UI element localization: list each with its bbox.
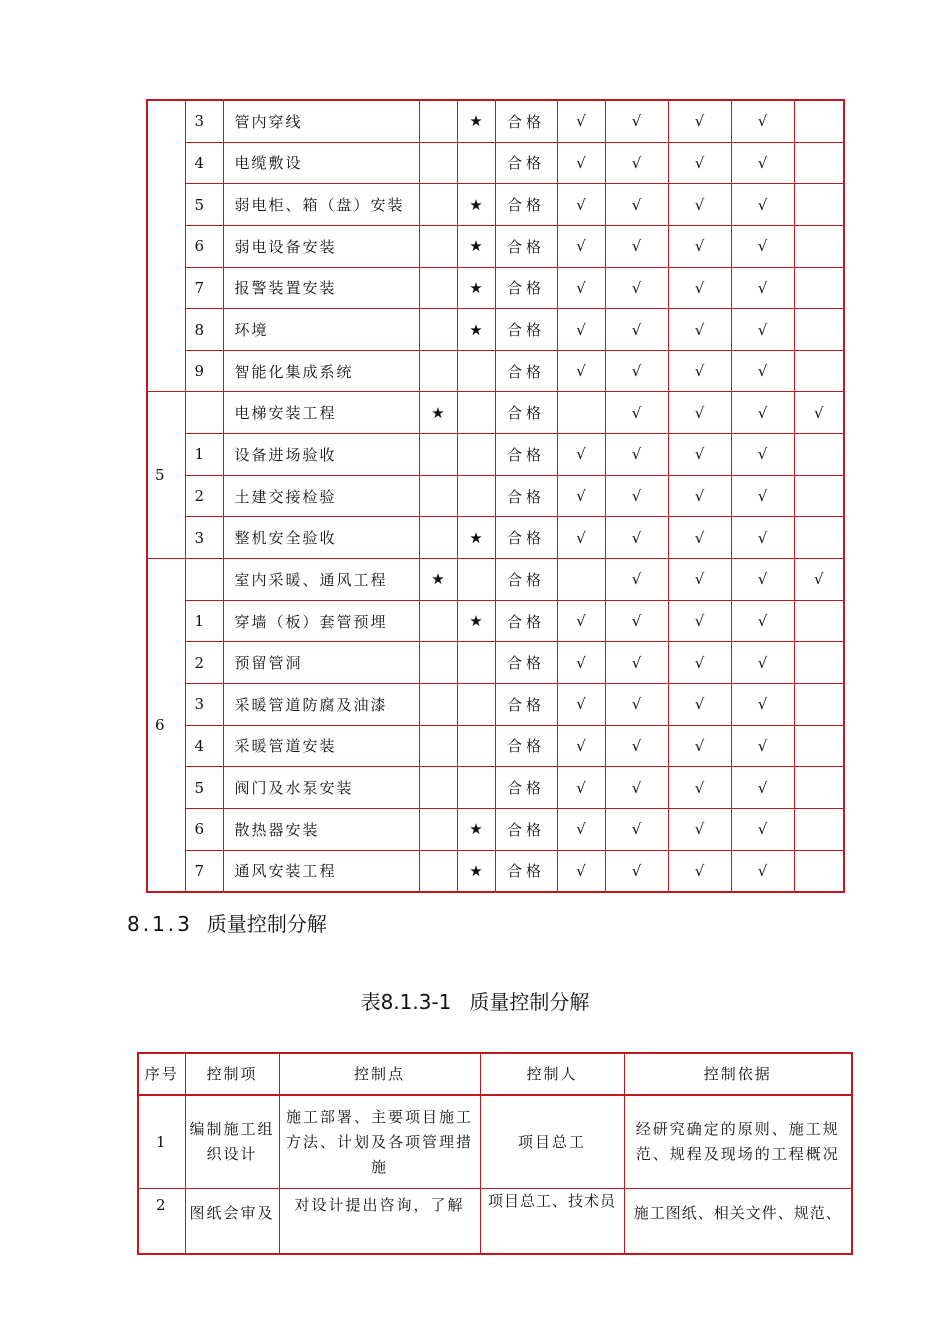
- header-cell: 控制点: [279, 1053, 480, 1095]
- item-number: 1: [185, 600, 223, 642]
- result-cell: 合格: [495, 475, 557, 517]
- item-name: 弱电设备安装: [223, 225, 419, 267]
- item-name: 穿墙（板）套管预埋: [223, 600, 419, 642]
- check-cell: √: [668, 309, 731, 351]
- mark-cell: ★: [457, 517, 495, 559]
- caption-number: 表8.1.3-1: [360, 990, 452, 1014]
- check-cell: √: [668, 392, 731, 434]
- mark-cell: [457, 642, 495, 684]
- result-cell: 合格: [495, 725, 557, 767]
- item-name: 管内穿线: [223, 100, 419, 142]
- result-cell: 合格: [495, 517, 557, 559]
- result-cell: 合格: [495, 100, 557, 142]
- mark-cell: ★: [457, 184, 495, 226]
- mark-cell: ★: [457, 309, 495, 351]
- mark-cell: [419, 767, 457, 809]
- check-cell: √: [557, 683, 605, 725]
- mark-cell: [419, 350, 457, 392]
- check-cell: √: [557, 142, 605, 184]
- section-heading: [127, 908, 327, 937]
- check-cell: √: [557, 184, 605, 226]
- result-cell: 合格: [495, 642, 557, 684]
- table-row: [147, 767, 844, 809]
- check-cell: √: [668, 434, 731, 476]
- header-cell: 控制项: [185, 1053, 279, 1095]
- check-cell: √: [557, 309, 605, 351]
- check-cell: [794, 642, 844, 684]
- table-row: [138, 1095, 852, 1189]
- check-cell: √: [605, 559, 668, 601]
- item-name: 弱电柜、箱（盘）安装: [223, 184, 419, 226]
- table-row: [147, 725, 844, 767]
- result-cell: 合格: [495, 309, 557, 351]
- group-number: [147, 100, 185, 392]
- check-cell: √: [668, 142, 731, 184]
- check-cell: √: [668, 225, 731, 267]
- check-cell: √: [668, 767, 731, 809]
- mark-cell: ★: [457, 808, 495, 850]
- table-row: [147, 559, 844, 601]
- result-cell: 合格: [495, 600, 557, 642]
- item-name: 电缆敷设: [223, 142, 419, 184]
- control-item: 编制施工组织设计: [185, 1095, 279, 1189]
- mark-cell: [457, 725, 495, 767]
- table-caption: [0, 986, 950, 1015]
- mark-cell: ★: [457, 225, 495, 267]
- check-cell: [794, 767, 844, 809]
- check-cell: √: [605, 475, 668, 517]
- mark-cell: [457, 434, 495, 476]
- mark-cell: [419, 683, 457, 725]
- check-cell: √: [557, 600, 605, 642]
- item-number: 6: [185, 225, 223, 267]
- item-number: 5: [185, 184, 223, 226]
- table-row: [147, 600, 844, 642]
- item-number: 4: [185, 142, 223, 184]
- check-cell: √: [605, 725, 668, 767]
- item-number: [185, 392, 223, 434]
- item-number: 1: [185, 434, 223, 476]
- check-cell: √: [731, 475, 794, 517]
- check-cell: [794, 517, 844, 559]
- item-number: 2: [185, 642, 223, 684]
- check-cell: √: [557, 850, 605, 892]
- item-number: 7: [185, 850, 223, 892]
- check-cell: √: [731, 683, 794, 725]
- check-cell: √: [668, 100, 731, 142]
- mark-cell: [419, 850, 457, 892]
- item-name: 土建交接检验: [223, 475, 419, 517]
- check-cell: √: [668, 475, 731, 517]
- item-name: 预留管洞: [223, 642, 419, 684]
- table-row: [147, 808, 844, 850]
- check-cell: √: [557, 767, 605, 809]
- check-cell: √: [731, 142, 794, 184]
- table-row: [147, 517, 844, 559]
- group-number: 5: [147, 392, 185, 559]
- result-cell: 合格: [495, 683, 557, 725]
- check-cell: √: [731, 309, 794, 351]
- check-cell: √: [731, 559, 794, 601]
- check-cell: √: [668, 683, 731, 725]
- check-cell: √: [731, 267, 794, 309]
- table-row: [147, 392, 844, 434]
- mark-cell: ★: [419, 392, 457, 434]
- check-cell: √: [668, 517, 731, 559]
- item-name: 智能化集成系统: [223, 350, 419, 392]
- result-cell: 合格: [495, 267, 557, 309]
- check-cell: √: [668, 600, 731, 642]
- check-cell: √: [605, 642, 668, 684]
- mark-cell: [419, 267, 457, 309]
- check-cell: √: [731, 184, 794, 226]
- result-cell: 合格: [495, 434, 557, 476]
- mark-cell: [419, 725, 457, 767]
- check-cell: [794, 475, 844, 517]
- check-cell: [794, 142, 844, 184]
- mark-cell: [457, 350, 495, 392]
- check-cell: √: [605, 767, 668, 809]
- check-cell: √: [731, 392, 794, 434]
- check-cell: √: [668, 267, 731, 309]
- check-cell: √: [668, 350, 731, 392]
- item-number: 7: [185, 267, 223, 309]
- mark-cell: [457, 767, 495, 809]
- mark-cell: [457, 559, 495, 601]
- check-cell: √: [731, 767, 794, 809]
- table-row: [147, 683, 844, 725]
- check-cell: √: [557, 642, 605, 684]
- check-cell: √: [557, 225, 605, 267]
- check-cell: √: [557, 725, 605, 767]
- result-cell: 合格: [495, 808, 557, 850]
- control-basis: 施工图纸、相关文件、规范、: [624, 1189, 852, 1255]
- check-cell: [794, 683, 844, 725]
- check-cell: √: [605, 225, 668, 267]
- row-number: 1: [138, 1095, 185, 1189]
- check-cell: √: [605, 142, 668, 184]
- table-row: [138, 1189, 852, 1255]
- mark-cell: [419, 309, 457, 351]
- header-cell: 序号: [138, 1053, 185, 1095]
- item-number: 3: [185, 517, 223, 559]
- check-cell: √: [557, 350, 605, 392]
- item-name: 报警装置安装: [223, 267, 419, 309]
- item-name: 室内采暖、通风工程: [223, 559, 419, 601]
- check-cell: [794, 350, 844, 392]
- item-number: 5: [185, 767, 223, 809]
- item-name: 电梯安装工程: [223, 392, 419, 434]
- mark-cell: ★: [457, 850, 495, 892]
- item-name: 阀门及水泵安装: [223, 767, 419, 809]
- table-row: [147, 850, 844, 892]
- check-cell: √: [605, 267, 668, 309]
- check-cell: √: [668, 808, 731, 850]
- mark-cell: [457, 142, 495, 184]
- check-cell: √: [605, 392, 668, 434]
- table-row: [147, 100, 844, 142]
- check-cell: √: [668, 559, 731, 601]
- check-cell: [794, 725, 844, 767]
- item-number: 2: [185, 475, 223, 517]
- mark-cell: [419, 225, 457, 267]
- item-number: 3: [185, 683, 223, 725]
- check-cell: √: [731, 225, 794, 267]
- check-cell: √: [557, 808, 605, 850]
- item-number: 8: [185, 309, 223, 351]
- table-row: [147, 225, 844, 267]
- check-cell: [794, 434, 844, 476]
- check-cell: [794, 267, 844, 309]
- control-basis: 经研究确定的原则、施工规范、规程及现场的工程概况: [624, 1095, 852, 1189]
- check-cell: [794, 184, 844, 226]
- check-cell: √: [605, 350, 668, 392]
- check-cell: √: [605, 434, 668, 476]
- table-row: [147, 142, 844, 184]
- check-cell: √: [668, 642, 731, 684]
- section-number: 8.1.3: [127, 912, 193, 936]
- check-cell: √: [605, 850, 668, 892]
- item-name: 通风安装工程: [223, 850, 419, 892]
- check-cell: [794, 225, 844, 267]
- check-cell: √: [731, 434, 794, 476]
- control-point: 施工部署、主要项目施工方法、计划及各项管理措施: [279, 1095, 480, 1189]
- mark-cell: [419, 142, 457, 184]
- mark-cell: [457, 475, 495, 517]
- controller: 项目总工: [480, 1095, 624, 1189]
- header-cell: 控制人: [480, 1053, 624, 1095]
- check-cell: √: [731, 850, 794, 892]
- item-number: 3: [185, 100, 223, 142]
- quality-control-table: [137, 1052, 853, 1255]
- check-cell: √: [668, 850, 731, 892]
- check-cell: √: [557, 267, 605, 309]
- item-name: 采暖管道安装: [223, 725, 419, 767]
- check-cell: √: [731, 517, 794, 559]
- result-cell: 合格: [495, 850, 557, 892]
- table-row: [147, 267, 844, 309]
- check-cell: √: [605, 808, 668, 850]
- item-name: 整机安全验收: [223, 517, 419, 559]
- check-cell: √: [731, 350, 794, 392]
- check-cell: [794, 100, 844, 142]
- check-cell: [557, 559, 605, 601]
- control-point: 对设计提出咨询，了解: [279, 1189, 480, 1255]
- mark-cell: ★: [457, 100, 495, 142]
- check-cell: [794, 600, 844, 642]
- check-cell: √: [794, 392, 844, 434]
- mark-cell: [457, 392, 495, 434]
- item-name: 设备进场验收: [223, 434, 419, 476]
- check-cell: √: [605, 100, 668, 142]
- check-cell: [794, 309, 844, 351]
- check-cell: √: [731, 808, 794, 850]
- check-cell: √: [731, 600, 794, 642]
- caption-title: 质量控制分解: [469, 990, 590, 1014]
- table-row: [147, 184, 844, 226]
- table-row: [147, 642, 844, 684]
- check-cell: √: [731, 725, 794, 767]
- table-row: [147, 309, 844, 351]
- item-number: 9: [185, 350, 223, 392]
- mark-cell: [419, 808, 457, 850]
- item-number: [185, 559, 223, 601]
- row-number: 2: [138, 1189, 185, 1255]
- mark-cell: ★: [457, 267, 495, 309]
- item-name: 环境: [223, 309, 419, 351]
- mark-cell: [419, 600, 457, 642]
- check-cell: [794, 850, 844, 892]
- check-cell: √: [557, 475, 605, 517]
- group-number: 6: [147, 559, 185, 893]
- acceptance-table: [146, 99, 845, 893]
- check-cell: √: [605, 184, 668, 226]
- check-cell: √: [557, 100, 605, 142]
- section-title: 质量控制分解: [206, 912, 327, 936]
- mark-cell: [419, 434, 457, 476]
- result-cell: 合格: [495, 559, 557, 601]
- item-number: 4: [185, 725, 223, 767]
- mark-cell: [419, 517, 457, 559]
- table-header-row: [138, 1053, 852, 1095]
- table-row: [147, 350, 844, 392]
- result-cell: 合格: [495, 184, 557, 226]
- mark-cell: [419, 642, 457, 684]
- mark-cell: [457, 683, 495, 725]
- item-name: 采暖管道防腐及油漆: [223, 683, 419, 725]
- result-cell: 合格: [495, 767, 557, 809]
- check-cell: √: [668, 725, 731, 767]
- mark-cell: [419, 100, 457, 142]
- check-cell: √: [605, 600, 668, 642]
- item-number: 6: [185, 808, 223, 850]
- item-name: 散热器安装: [223, 808, 419, 850]
- control-item: 图纸会审及: [185, 1189, 279, 1255]
- check-cell: √: [605, 683, 668, 725]
- mark-cell: ★: [457, 600, 495, 642]
- result-cell: 合格: [495, 392, 557, 434]
- result-cell: 合格: [495, 225, 557, 267]
- mark-cell: [419, 184, 457, 226]
- check-cell: √: [557, 517, 605, 559]
- check-cell: √: [794, 559, 844, 601]
- controller: 项目总工、技术员: [480, 1189, 624, 1255]
- mark-cell: [419, 475, 457, 517]
- check-cell: [794, 808, 844, 850]
- mark-cell: ★: [419, 559, 457, 601]
- header-cell: 控制依据: [624, 1053, 852, 1095]
- table-row: [147, 434, 844, 476]
- check-cell: √: [605, 309, 668, 351]
- result-cell: 合格: [495, 142, 557, 184]
- table-row: [147, 475, 844, 517]
- check-cell: √: [557, 434, 605, 476]
- check-cell: [557, 392, 605, 434]
- check-cell: √: [668, 184, 731, 226]
- result-cell: 合格: [495, 350, 557, 392]
- check-cell: √: [731, 100, 794, 142]
- check-cell: √: [605, 517, 668, 559]
- check-cell: √: [731, 642, 794, 684]
